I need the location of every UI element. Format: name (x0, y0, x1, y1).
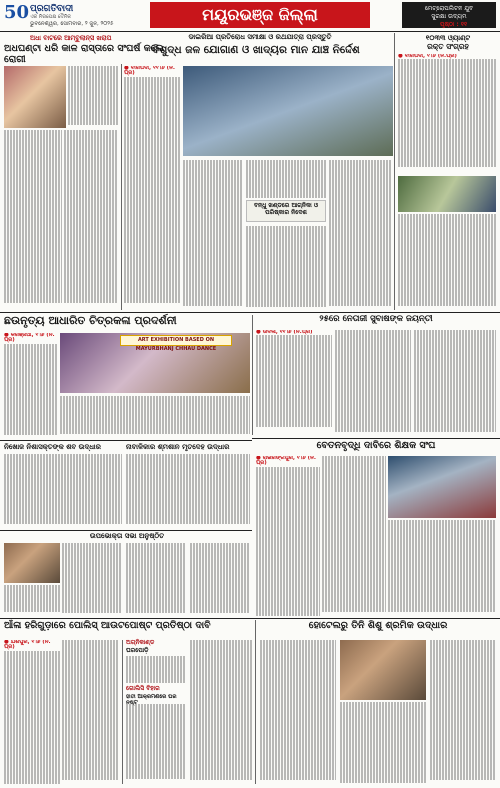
story-text (340, 702, 426, 784)
story-headline: ନିଖୋଜ ନିଶାସକ୍ତଙ୍କ ଶବ ଉଦ୍ଧାର (4, 443, 101, 451)
story-photo (388, 456, 496, 518)
story-headline: ରକ୍ତ ସଂଗ୍ରହ (427, 42, 469, 51)
column-rule (394, 33, 395, 310)
story-headline: ୨୫ରେ ନେତାଜୀ ସୁବାଷଙ୍କ ଜୟନ୍ତୀ (319, 314, 433, 324)
exhibition-banner: ART EXHIBITION BASED ON MAYURBHANJ CHHAU DANCE (120, 335, 232, 346)
story-text (62, 640, 118, 784)
dateline: ● ବାରିପଦା, ୧୧।୬ (ନି.ପ୍ର) (124, 66, 176, 77)
column-rule (252, 315, 253, 435)
story-headline: ହୋଟେଲରୁ ତିନି ଶିଶୁ ଶ୍ରମିକ ଉଦ୍ଧାର (308, 620, 448, 631)
promo-line: ମେଟ୍ରୋପଲିଟନ ଯୁବ (424, 5, 474, 12)
story-headline: ଉପଭୋକ୍ତା ସଭା ଅନୁଷ୍ଠିତ (89, 532, 165, 540)
brand-name: ପ୍ରଗତିବାଦୀ (30, 4, 74, 14)
story-text (246, 226, 326, 310)
dateline: ● ବାରିପଦା, ୧।୬ (ନି.ପ୍ର) (398, 54, 457, 59)
story-text (430, 640, 496, 784)
story-text (124, 66, 180, 310)
story-text (329, 160, 391, 310)
story-text (126, 454, 250, 528)
story-text (4, 585, 60, 615)
dateline: ● ରାଇରଙ୍ଗପୁର, ୧।୬ (ନି.ପ୍ର) (256, 456, 316, 467)
story-text (398, 214, 496, 310)
dateline: ● ଯଶିପୁର, ୧।୬ (ନି.ପ୍ର) (4, 640, 51, 651)
masthead-rule (0, 31, 500, 32)
story-text (60, 396, 250, 438)
story-text (126, 543, 186, 615)
story-text (322, 456, 386, 616)
story-kicker: ଘରପୋଡ଼ି (126, 647, 149, 654)
story-text (246, 160, 326, 198)
issue-dateline: ଭୁବନେଶ୍ୱର, ସୋମବାର, ୨ ଜୁନ, ୨୦୨୫ (30, 21, 114, 27)
section-rule (252, 438, 500, 439)
story-kicker: ଗୋଲିସି ବିହାର (126, 685, 160, 692)
section-rule (0, 618, 500, 619)
story-text (190, 640, 252, 784)
brand-tagline: ଏକ ନିରପେକ୍ଷ ଦୈନିକ (30, 14, 71, 20)
story-kicker: ଅଧା ବାଟରେ ଆମ୍ବୁଲାନ୍ସ ଖରାପ (30, 34, 112, 42)
story-text (126, 704, 186, 784)
story-photo (4, 66, 66, 128)
dateline: ● କରଞ୍ଜିଆ, ୧।୬ (ନି.ପ୍ର) (4, 333, 55, 344)
anniversary-logo: 50 (4, 2, 30, 23)
story-subhead: ହାତୀ ଆକ୍ରମଣରେ ଘର ନଷ୍ଟ (126, 694, 177, 707)
column-rule (121, 64, 122, 310)
story-headline: ନାବାଳିକାର ଶ୍ମଶାନ ମୃତଦେହ ଉଦ୍ଧାର (126, 443, 230, 451)
story-text (256, 330, 332, 435)
page-number: ପୃଷ୍ଠା : ୧୧ (440, 21, 468, 28)
dateline: ● ଉଦଳା, ୧୧।୬ (ନି.ପ୍ର) (256, 330, 313, 335)
story-text (260, 640, 336, 784)
story-text (4, 640, 60, 784)
lead-photo (183, 66, 393, 156)
story-text (256, 456, 320, 616)
story-text (126, 656, 186, 684)
column-rule (255, 620, 256, 784)
story-text (388, 520, 496, 616)
lead-kicker: ଡାଇରିଆ ପ୍ରତିରୋଧ ସମୀକ୍ଷା ଓ ରଥଯାତ୍ରା ପ୍ରସ୍ତୁତି (188, 33, 332, 41)
story-text (62, 543, 122, 615)
lead-inset-box: ବନ୍ଧୁ ଖଣ୍ଡରେ ଆଗ୍ନିକା ଓ ପରିଷ୍କାର ନିଦେଶ (246, 200, 326, 222)
story-headline: ଅଧଘଣ୍ଟା ଧରି କାଳ ରାସ୍ତାରେ ସଂଘର୍ଷ କଲେ ରୋଗୀ (4, 43, 164, 65)
promo-line: ସୁରକ୍ଷା ଉଦ୍ୟମ (431, 13, 467, 20)
section-rule (0, 312, 500, 313)
story-text (398, 54, 496, 174)
story-headline: ଛଉନୃତ୍ୟ ଆଧାରିତ ଚିତ୍ରକଳା ପ୍ରଦର୍ଶନୀ (4, 314, 177, 327)
story-text (335, 330, 411, 435)
column-rule (122, 640, 123, 784)
story-photo (4, 543, 60, 583)
lead-headline: ବିଶୁଦ୍ଧ ଜଳ ଯୋଗାଣ ଓ ଖାଦ୍ୟର ମାନ ଯାଞ୍ଚ ନିର୍ଦ୍ଦେଶ (152, 44, 360, 56)
story-text (4, 333, 58, 438)
story-headline: ବେତନବୃଦ୍ଧି ଦାବିରେ ଶିକ୍ଷକ ସଂଘ (316, 440, 436, 451)
story-headline: ଆଁଳା ହରିଗୁଡ଼ାରେ ପୋଲିସ୍ ଆଉଟପୋଷ୍ଟ ପ୍ରତିଷ୍ଠା ଦାବି (4, 620, 211, 631)
story-text (414, 330, 496, 435)
section-rule (0, 440, 252, 441)
story-text (4, 454, 122, 528)
story-kicker: ୧୦୩୩ ଓ୍ୟାଣ୍ଟ (425, 34, 471, 42)
story-kicker: ଅଗ୍ନିକାଣ୍ଡ (126, 639, 155, 646)
story-text (64, 130, 118, 308)
section-banner: ମୟୂରଭଞ୍ଜ ଜିଲ୍ଲା (150, 2, 370, 28)
masthead (0, 0, 500, 30)
story-photo (398, 176, 496, 212)
story-text (68, 66, 118, 128)
story-text (183, 160, 243, 310)
section-rule (0, 530, 252, 531)
story-photo (340, 640, 426, 700)
story-text (4, 130, 62, 308)
story-text (190, 543, 250, 615)
